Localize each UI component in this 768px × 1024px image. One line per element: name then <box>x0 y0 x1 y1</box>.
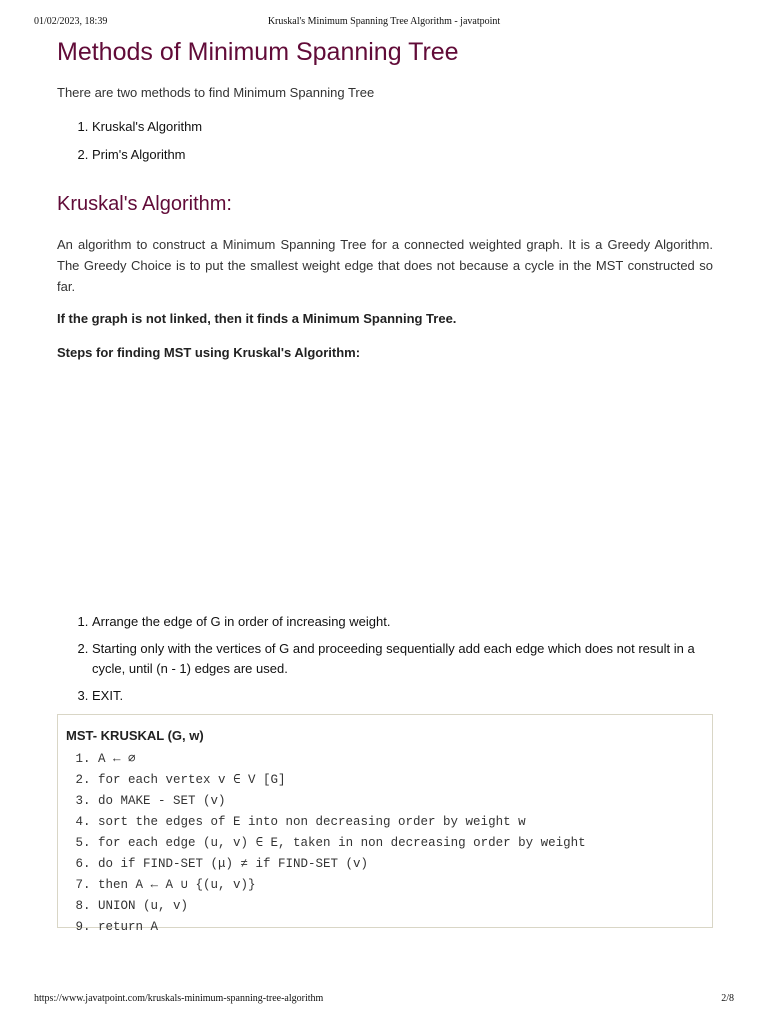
page-heading: Methods of Minimum Spanning Tree <box>57 38 459 66</box>
code-line: 7. then A ← A ∪ {(u, v)} <box>98 875 704 896</box>
description-text: An algorithm to construct a Minimum Spanning Tree for a connected weighted graph. It is a Greedy Algorithm. The Greedy Choice is to put the smallest weight edge that does not because a cycle in the MST constructed so far. <box>57 237 713 294</box>
page-number: 2/8 <box>721 993 734 1004</box>
section-heading: Kruskal's Algorithm: <box>57 193 232 215</box>
code-lines <box>66 749 704 938</box>
print-doc-title: Kruskal's Minimum Spanning Tree Algorithm - javatpoint <box>267 16 501 27</box>
steps-list <box>57 612 713 706</box>
code-line: 9. return A <box>98 917 704 938</box>
code-line: 2. for each vertex v ∈ V [G] <box>98 770 704 791</box>
steps-heading: Steps for finding MST using Kruskal's Algorithm: <box>57 345 361 360</box>
code-line: 6. do if FIND-SET (μ) ≠ if FIND-SET (v) <box>98 854 704 875</box>
list-item: 3. EXIT. <box>92 686 713 706</box>
code-line: 5. for each edge (u, v) ∈ E, taken in non decreasing order by weight <box>98 833 704 854</box>
list-item: 2. Prim's Algorithm <box>92 146 713 164</box>
print-footer <box>34 993 734 1007</box>
intro-text: There are two methods to find Minimum Spanning Tree <box>57 85 375 100</box>
bold-note: If the graph is not linked, then it finds a Minimum Spanning Tree. <box>57 311 457 326</box>
article-content <box>57 34 713 934</box>
list-item: 2. Starting only with the vertices of G and proceeding sequentially add each edge which does not result in a cycle, until (n - 1) edges are used. <box>92 639 713 679</box>
methods-list <box>57 118 713 164</box>
code-line: 3. do MAKE - SET (v) <box>98 791 704 812</box>
code-line: 1. A ← ∅ <box>98 749 704 770</box>
blank-area <box>57 362 713 612</box>
print-header <box>34 16 734 30</box>
list-item: 1. Arrange the edge of G in order of increasing weight. <box>92 612 713 632</box>
code-line: 4. sort the edges of E into non decreasing order by weight w <box>98 812 704 833</box>
print-datetime: 01/02/2023, 18:39 <box>34 16 108 27</box>
code-title: MST- KRUSKAL (G, w) <box>66 728 204 743</box>
list-item: 1. Kruskal's Algorithm <box>92 118 713 136</box>
print-url: https://www.javatpoint.com/kruskals-minimum-spanning-tree-algorithm <box>34 993 324 1004</box>
code-line: 8. UNION (u, v) <box>98 896 704 917</box>
code-box <box>57 714 713 934</box>
